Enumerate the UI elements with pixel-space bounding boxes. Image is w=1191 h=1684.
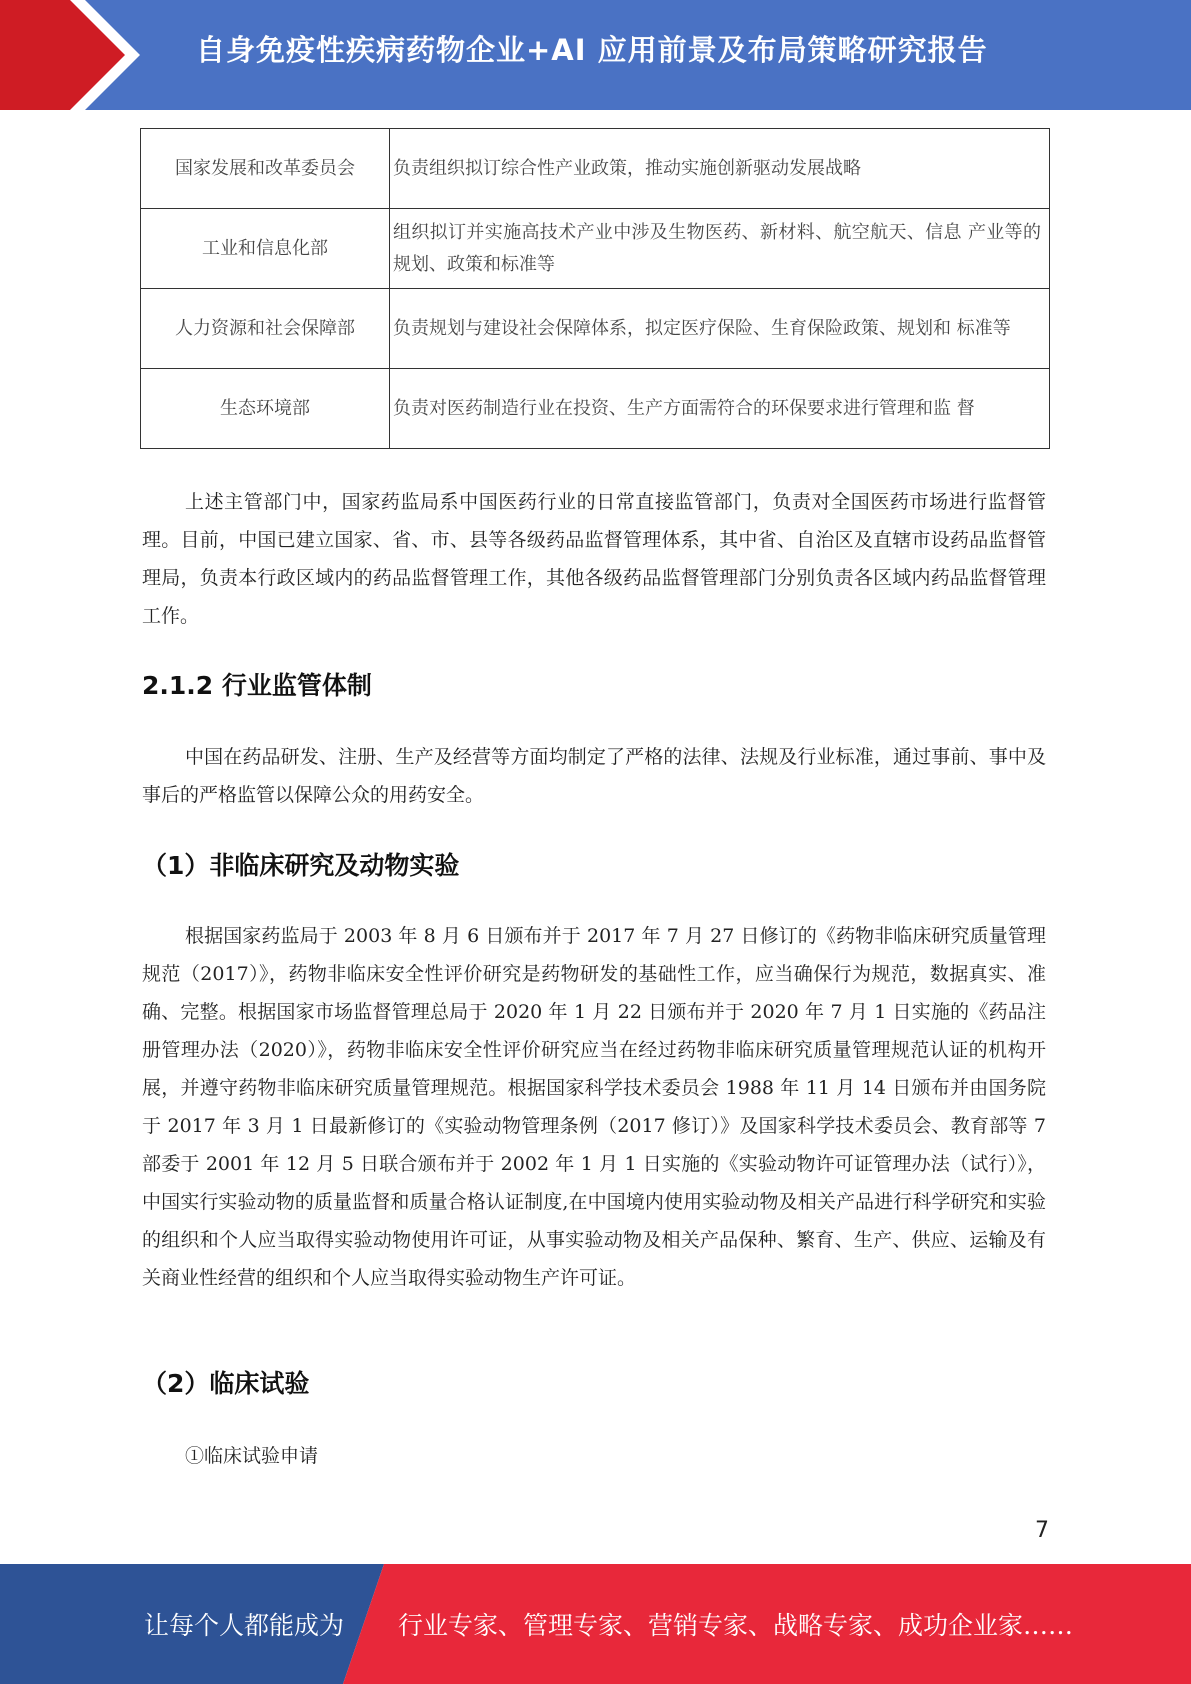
table-row (141, 369, 1050, 449)
footer-banner (0, 1564, 1191, 1684)
regulatory-departments-table (140, 128, 1050, 449)
report-title: 自身免疫性疾病药物企业+AI 应用前景及布局策略研究报告 (196, 33, 988, 67)
table-cell-duty: 负责对医药制造行业在投资、生产方面需符合的环保要求进行管理和监 督 (390, 369, 1050, 449)
table-cell-duty: 负责规划与建设社会保障体系，拟定医疗保险、生育保险政策、规划和 标准等 (390, 289, 1050, 369)
list-item-clinical-application: ①临床试验申请 (185, 1445, 319, 1467)
table-cell-department: 生态环境部 (141, 369, 390, 449)
subsection-heading-clinical-trial: （2）临床试验 (142, 1369, 310, 1398)
table-cell-duty: 负责组织拟订综合性产业政策，推动实施创新驱动发展战略 (390, 129, 1050, 209)
paragraph-regulator-overview: 上述主管部门中，国家药监局系中国医药行业的日常直接监管部门，负责对全国医药市场进行监督管理。目前，中国已建立国家、省、市、县等各级药品监督管理体系，其中省、自治区及直辖市设药品监督管理局，负责本行政区域内的药品监督管理工作，其他各级药品监督管理部门分别负责各区域内药品监督管理工作。 (142, 491, 1046, 627)
footer-slogan-right: 行业专家、管理专家、营销专家、战略专家、成功企业家…… (398, 1611, 1074, 1640)
table-row (141, 289, 1050, 369)
section-heading-2-1-2: 2.1.2 行业监管体制 (142, 671, 372, 700)
footer-slogan-left: 让每个人都能成为 (144, 1611, 345, 1640)
table-row (141, 209, 1050, 289)
paragraph-regulation-system: 中国在药品研发、注册、生产及经营等方面均制定了严格的法律、法规及行业标准，通过事前、事中及事后的严格监管以保障公众的用药安全。 (142, 746, 1046, 806)
header-banner (0, 0, 1191, 110)
subsection-heading-nonclinical: （1）非临床研究及动物实验 (142, 851, 460, 880)
table-cell-department: 国家发展和改革委员会 (141, 129, 390, 209)
header-arrow-icon (0, 0, 160, 110)
table-cell-department: 人力资源和社会保障部 (141, 289, 390, 369)
paragraph-nonclinical-research: 根据国家药监局于 2003 年 8 月 6 日颁布并于 2017 年 7 月 27 日修订的《药物非临床研究质量管理规范（2017）》，药物非临床安全性评价研究是药物研发的基础性工作，应当确保行为规范，数据真实、准确、完整。根据国家市场监督管理总局于 2020 年 1 月 22 日颁布并于 2020 年 7 月 1 日实施的《药品注册管理办法（2020）》，药物非临床安全性评价研究应当在经过药物非临床研究质量管理规范认证的机构开展，并遵守药物非临床研究质量管理规范。根据国家科学技术委员会 1988 年 11 月 14 日颁布并由国务院于 2017 年 3 月 1 日最新修订的《实验动物管理条例（2017 修订）》及国家科学技术委员会、教育部等 7 部委于 2001 年 12 月 5 日联合颁布并于 2002 年 1 月 1 日实施的《实验动物许可证管理办法（试行）》，中国实行实验动物的质量监督和质量合格认证制度,在中国境内使用实验动物及相关产品进行科学研究和实验的组织和个人应当取得实验动物使用许可证，从事实验动物及相关产品保种、繁育、生产、供应、运输及有关商业性经营的组织和个人应当取得实验动物生产许可证。 (142, 925, 1046, 1289)
table-cell-duty: 组织拟订并实施高技术产业中涉及生物医药、新材料、航空航天、信息 产业等的规划、政策和标准等 (390, 209, 1050, 289)
table-row (141, 129, 1050, 209)
table-cell-department: 工业和信息化部 (141, 209, 390, 289)
page-number: 7 (1035, 1518, 1049, 1543)
